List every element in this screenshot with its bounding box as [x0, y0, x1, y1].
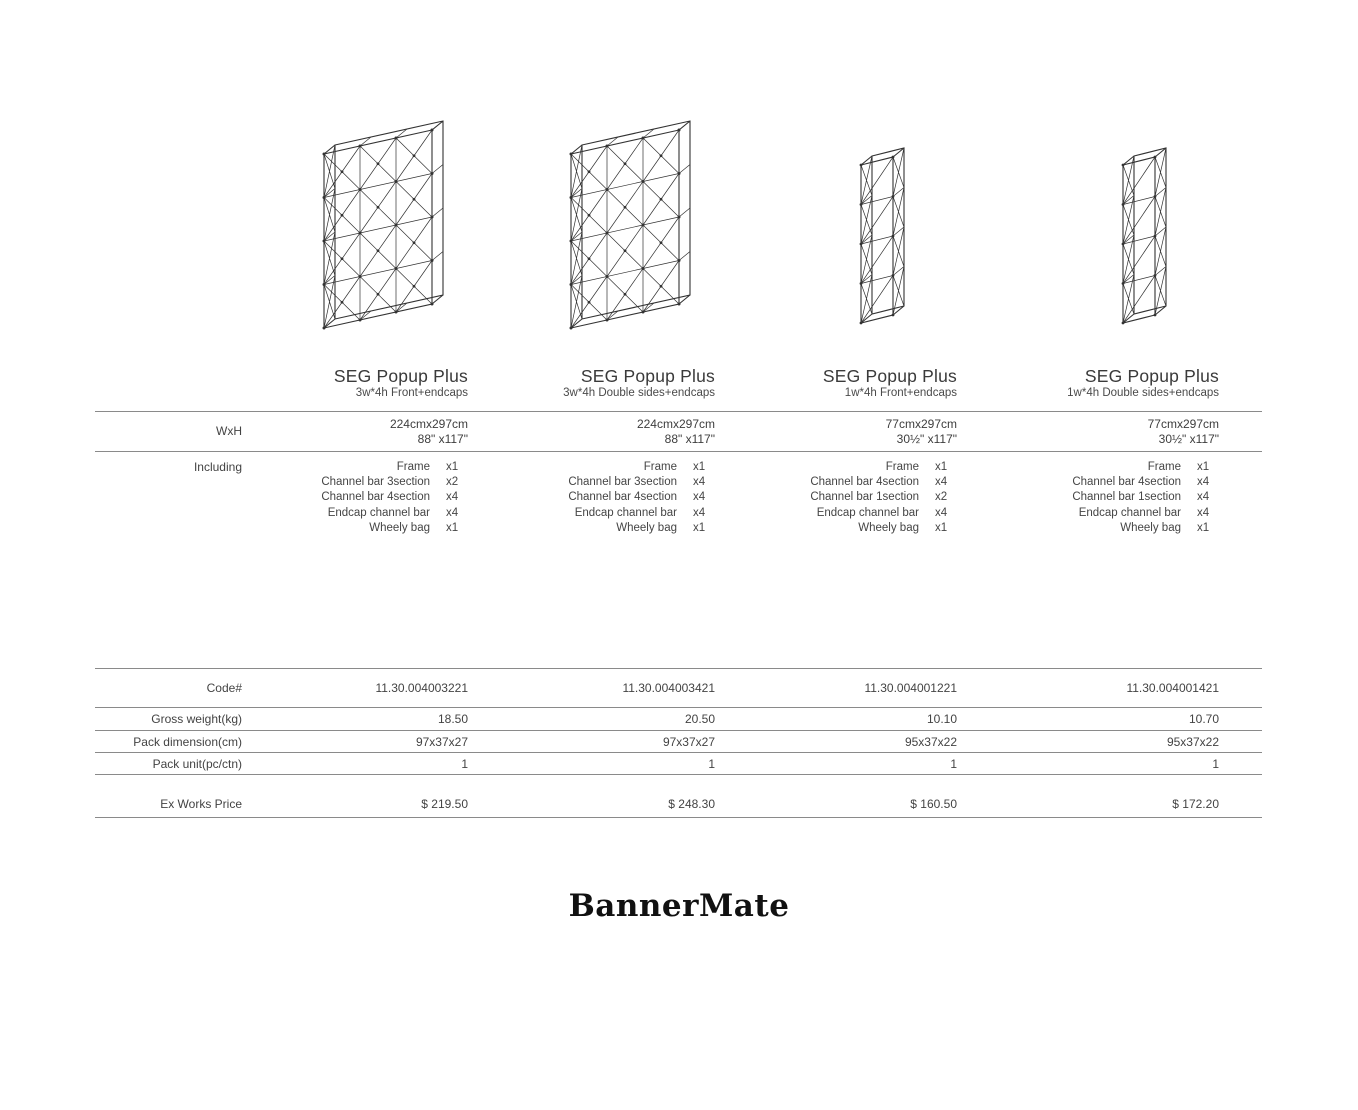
including-qty: x4	[1197, 506, 1210, 519]
product-subtitle: 3w*4h Front+endcaps	[355, 387, 468, 399]
size-in: 30½" x117"	[1158, 431, 1219, 446]
product-title: SEG Popup Plus	[1084, 366, 1219, 386]
including-qty: x2	[446, 476, 459, 489]
row-label-pack-dimension: Pack dimension(cm)	[133, 734, 242, 749]
including-item: Endcap channel bar x4	[242, 506, 468, 521]
frame-drawing-1w4h-front-icon	[853, 135, 915, 330]
including-item: Wheely bag x1	[957, 521, 1219, 536]
spec-sheet	[0, 110, 1358, 1110]
price-value: $ 160.50	[910, 797, 957, 812]
gross-weight-value: 10.70	[1188, 712, 1219, 727]
wxh-row	[95, 411, 1262, 452]
pack-unit-value: 1	[950, 756, 957, 771]
gross-weight-value: 18.50	[437, 712, 468, 727]
size-in: 88" x117"	[417, 431, 468, 446]
code-value: 11.30.004003421	[622, 681, 715, 696]
code-value: 11.30.004001221	[864, 681, 957, 696]
pack-dimension-value: 95x37x22	[1166, 734, 1219, 749]
including-qty: x1	[1197, 461, 1210, 473]
including-qty: x1	[693, 521, 706, 534]
including-item: Frame x1	[957, 460, 1219, 475]
size-cm: 224cmx297cm	[389, 417, 468, 431]
including-item: Channel bar 4section x4	[468, 490, 715, 505]
price-value: $ 219.50	[421, 797, 468, 812]
including-item: Endcap channel bar x4	[957, 506, 1219, 521]
including-item: Channel bar 3section x4	[468, 475, 715, 490]
code-value: 11.30.004003221	[375, 681, 468, 696]
size-cm: 224cmx297cm	[636, 417, 715, 431]
pack-unit-row	[95, 753, 1262, 775]
price-row	[95, 775, 1262, 818]
including-item: Frame x1	[715, 460, 957, 475]
including-qty: x1	[446, 521, 459, 534]
including-qty: x4	[693, 506, 706, 519]
including-item: Channel bar 1section x4	[957, 490, 1219, 505]
pack-dimension-value: 97x37x27	[415, 734, 468, 749]
including-qty: x4	[935, 506, 948, 519]
pack-dimension-value: 95x37x22	[904, 734, 957, 749]
including-qty: x1	[446, 461, 459, 473]
frame-drawing-3w4h-front-icon	[314, 116, 454, 346]
including-qty: x4	[693, 491, 706, 504]
size-in: 30½" x117"	[896, 431, 957, 446]
row-label-wxh: WxH	[216, 424, 242, 439]
pack-unit-value: 1	[708, 756, 715, 771]
including-row	[95, 452, 1262, 536]
brand-logo: BannerMate	[568, 888, 790, 925]
product-subtitle: 1w*4h Double sides+endcaps	[1067, 387, 1219, 399]
including-qty: x1	[935, 521, 948, 534]
including-item: Wheely bag x1	[715, 521, 957, 536]
price-value: $ 248.30	[668, 797, 715, 812]
pack-dimension-row	[95, 731, 1262, 753]
product-title: SEG Popup Plus	[333, 366, 468, 386]
including-qty: x1	[1197, 521, 1210, 534]
including-qty: x4	[693, 476, 706, 489]
including-qty: x1	[935, 461, 948, 473]
including-qty: x4	[935, 476, 948, 489]
including-qty: x4	[446, 506, 459, 519]
drawings-row	[95, 110, 1262, 346]
including-item: Endcap channel bar x4	[468, 506, 715, 521]
price-value: $ 172.20	[1172, 797, 1219, 812]
code-row	[95, 668, 1262, 708]
including-qty: x1	[693, 461, 706, 473]
pack-unit-value: 1	[461, 756, 468, 771]
size-in: 88" x117"	[664, 431, 715, 446]
including-qty: x4	[446, 491, 459, 504]
including-qty: x2	[935, 491, 948, 504]
spec-content	[95, 110, 1262, 818]
gross-weight-value: 20.50	[684, 712, 715, 727]
including-item: Channel bar 4section x4	[957, 475, 1219, 490]
gross-weight-value: 10.10	[926, 712, 957, 727]
titles-row	[95, 366, 1262, 400]
row-label-including: Including	[193, 460, 242, 474]
spacer	[95, 536, 1262, 668]
row-label-gross-weight: Gross weight(kg)	[151, 712, 242, 727]
including-item: Wheely bag x1	[242, 521, 468, 536]
including-item: Frame x1	[242, 460, 468, 475]
gross-weight-row	[95, 708, 1262, 731]
code-value: 11.30.004001421	[1126, 681, 1219, 696]
including-item: Channel bar 4section x4	[242, 490, 468, 505]
including-item: Channel bar 1section x2	[715, 490, 957, 505]
pack-dimension-value: 97x37x27	[662, 734, 715, 749]
including-qty: x4	[1197, 476, 1210, 489]
frame-drawing-1w4h-double-icon	[1115, 135, 1177, 330]
product-subtitle: 1w*4h Front+endcaps	[844, 387, 957, 399]
including-item: Wheely bag x1	[468, 521, 715, 536]
including-item: Endcap channel bar x4	[715, 506, 957, 521]
product-title: SEG Popup Plus	[822, 366, 957, 386]
product-subtitle: 3w*4h Double sides+endcaps	[563, 387, 715, 399]
frame-drawing-3w4h-double-icon	[561, 116, 701, 346]
row-label-ex-works-price: Ex Works Price	[160, 797, 242, 812]
including-item: Channel bar 4section x4	[715, 475, 957, 490]
row-label-code: Code#	[206, 681, 242, 696]
including-qty: x4	[1197, 491, 1210, 504]
including-item: Channel bar 3section x2	[242, 475, 468, 490]
product-title: SEG Popup Plus	[580, 366, 715, 386]
row-label-pack-unit: Pack unit(pc/ctn)	[152, 756, 242, 771]
pack-unit-value: 1	[1212, 756, 1219, 771]
including-item: Frame x1	[468, 460, 715, 475]
size-cm: 77cmx297cm	[1147, 417, 1219, 431]
size-cm: 77cmx297cm	[885, 417, 957, 431]
